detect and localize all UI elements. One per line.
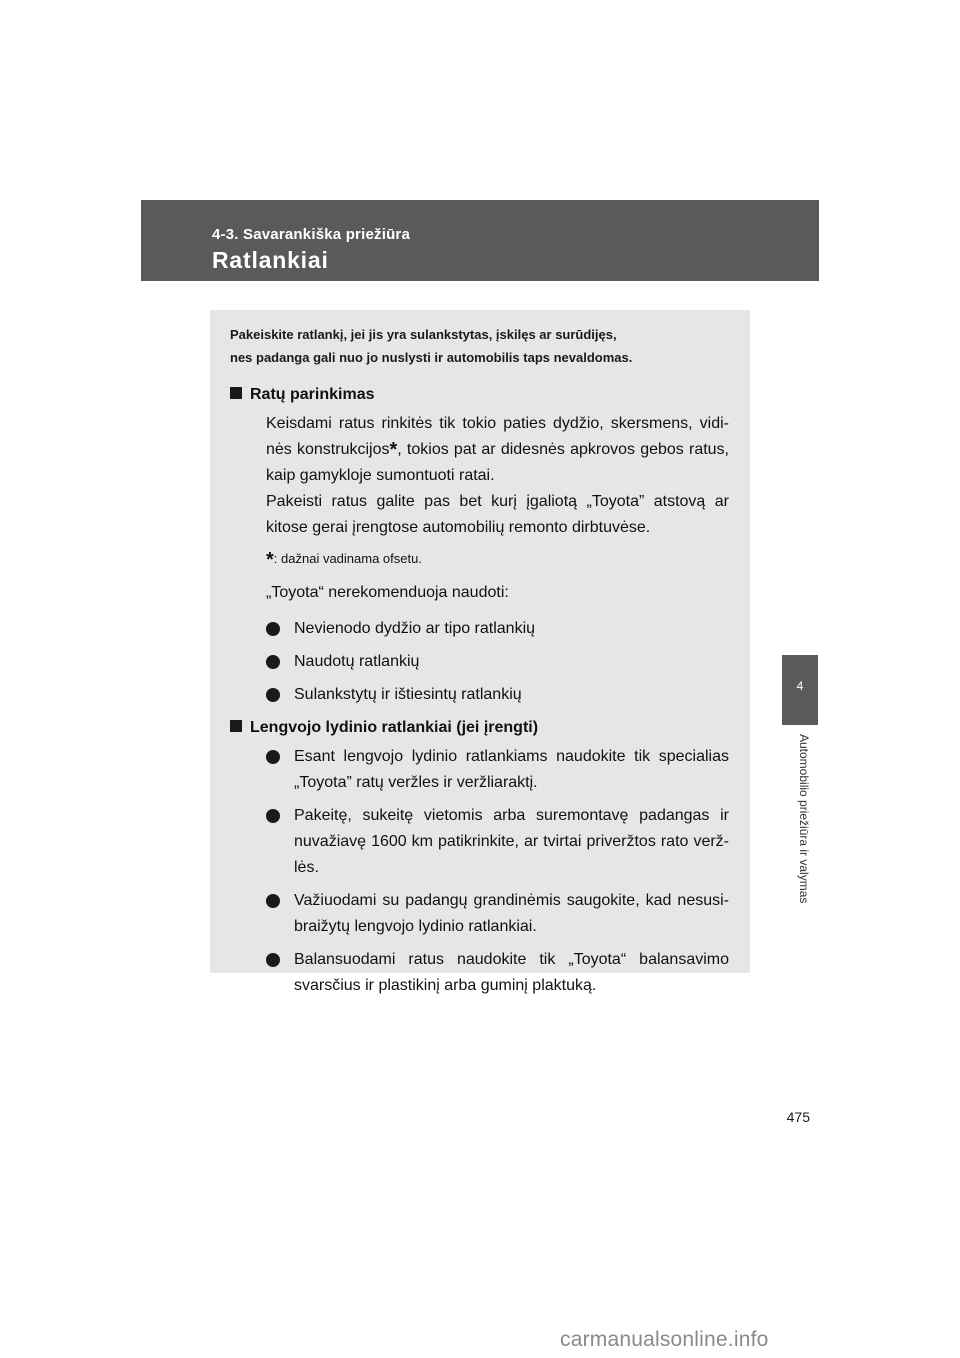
text-fragment: nės konstrukcijos	[266, 441, 390, 458]
text-fragment: , tokios pat ar didesnės apkrovos gebos ratus,	[397, 441, 730, 458]
section-heading-text: Ratų parinkimas	[250, 386, 375, 403]
text-line: braižytų lengvojo lydinio ratlankiai.	[294, 918, 537, 935]
list-item	[266, 616, 729, 642]
list-item-text: Sulankstytų ir ištiesintų ratlankių	[294, 686, 522, 703]
chapter-header-band	[141, 200, 819, 281]
page-number: 475	[786, 1109, 810, 1125]
list-item	[266, 888, 729, 940]
footnote-text: : dažnai vadinama ofsetu.	[273, 551, 422, 566]
chapter-number: 4	[796, 679, 804, 693]
bullet-dot-icon	[266, 688, 280, 702]
text-line: Pakeitę, sukeitę vietomis arba suremontavę padangas ir	[294, 807, 729, 824]
text-line: nuvažiavę 1600 km patikrinkite, ar tvirtai priveržtos rato verž-	[294, 833, 729, 850]
alloy-wheel-list	[266, 744, 729, 999]
list-item	[266, 744, 729, 796]
chapter-side-tab[interactable]	[782, 655, 818, 725]
not-recommended-lead: „Toyota“ nerekomenduoja naudoti:	[266, 584, 509, 601]
list-item-text: Naudotų ratlankių	[294, 653, 420, 670]
square-bullet-icon	[230, 387, 242, 399]
text-line: Pakeisti ratus galite pas bet kurį įgaliotą „Toyota” atstovą ar	[266, 493, 729, 510]
square-bullet-icon	[230, 720, 242, 732]
list-item	[266, 947, 729, 999]
intro-warning	[230, 323, 729, 369]
asterisk-mark: *	[266, 549, 274, 571]
section-heading-wheel-selection	[230, 383, 729, 407]
chapter-side-label: Automobilio priežiūra ir valymas	[797, 734, 811, 904]
intro-line: Pakeiskite ratlankį, jei jis yra sulankstytas, įskilęs ar surūdijęs,	[230, 327, 617, 342]
text-line: svarsčius ir plastikinį arba guminį plaktuką.	[294, 977, 597, 994]
list-item-text: Nevienodo dydžio ar tipo ratlankių	[294, 620, 536, 637]
list-item	[266, 682, 729, 708]
text-line: Balansuodami ratus naudokite tik „Toyota“ balansavimo	[294, 951, 729, 968]
text-line: Esant lengvojo lydinio ratlankiams naudokite tik specialias	[294, 748, 729, 765]
text-line: Važiuodami su padangų grandinėmis saugokite, kad nesusi-	[294, 892, 729, 909]
bullet-dot-icon	[266, 894, 280, 908]
list-item	[266, 803, 729, 881]
footnote-offset	[266, 549, 729, 570]
section-heading-text: Lengvojo lydinio ratlankiai (jei įrengti)	[250, 719, 539, 736]
not-recommended-list	[266, 616, 729, 708]
paragraph-wheel-replacement	[266, 411, 729, 541]
text-line: kaip gamykloje sumontuoti ratai.	[266, 467, 495, 484]
watermark: carmanualsonline.info	[560, 1328, 769, 1351]
text-line: lės.	[294, 859, 319, 876]
bullet-dot-icon	[266, 750, 280, 764]
text-line: Keisdami ratus rinkitės tik tokio paties dydžio, skersmens, vidi-	[266, 415, 729, 432]
text-line: „Toyota” ratų veržles ir veržliaraktį.	[294, 774, 538, 791]
bullet-dot-icon	[266, 809, 280, 823]
section-heading-alloy-wheels	[230, 716, 729, 740]
bullet-dot-icon	[266, 622, 280, 636]
asterisk-mark: *	[389, 439, 398, 461]
list-item	[266, 649, 729, 675]
page-title: Ratlankiai	[212, 247, 329, 273]
text-line	[266, 437, 729, 463]
bullet-dot-icon	[266, 655, 280, 669]
text-line: kitose gerai įrengtose automobilių remonto dirbtuvėse.	[266, 519, 651, 536]
section-label: 4-3. Savarankiška priežiūra	[212, 226, 411, 243]
intro-line: nes padanga gali nuo jo nuslysti ir automobilis taps nevaldomas.	[230, 350, 633, 365]
bullet-dot-icon	[266, 953, 280, 967]
content-panel	[210, 310, 750, 994]
